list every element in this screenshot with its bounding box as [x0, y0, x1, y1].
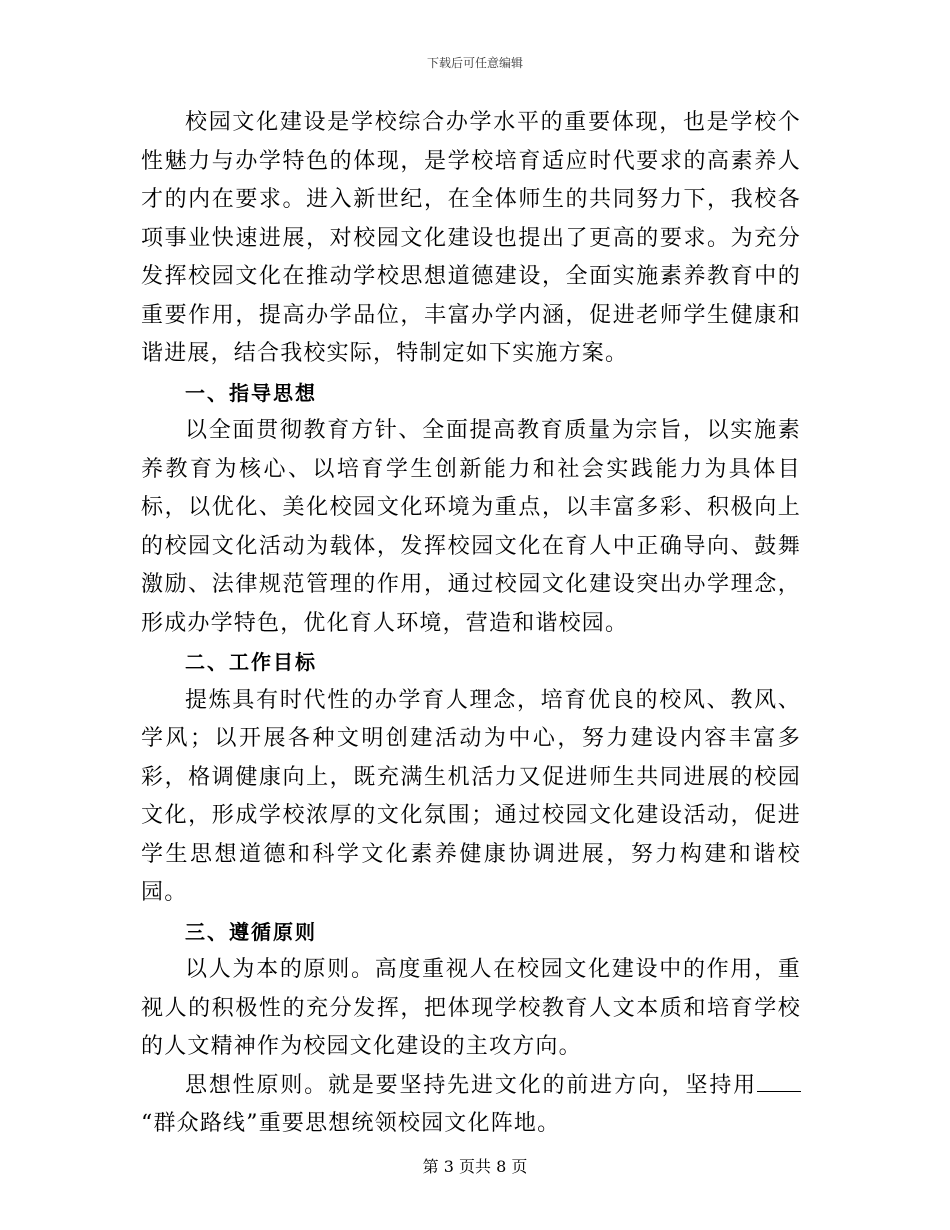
section-heading-work-goals: 二、工作目标 [185, 650, 317, 674]
section-heading-guiding-ideology: 一、指导思想 [185, 380, 317, 405]
section-paragraph-people-oriented: 以人为本的原则。高度重视人在校园文化建设中的作用，重视人的积极性的充分发挥，把体现学校教育人文本质和培育学校的人文精神作为校园文化建设的主攻方向。 [141, 957, 801, 1059]
document-body [141, 104, 801, 1144]
page-number: 第 3 页共 8 页 [422, 1157, 528, 1176]
ideological-text-start: 思想性原则。就是要坚持先进文化的前进方向，坚持用 [185, 1072, 757, 1098]
intro-paragraph: 校园文化建设是学校综合办学水平的重要体现，也是学校个性魅力与办学特色的体现，是学校培育适应时代要求的高素养人才的内在要求。进入新世纪，在全体师生的共同努力下，我校各项事业快速进展，对校园文化建设也提出了更高的要求。为充分发挥校园文化在推动学校思想道德建设，全面实施素养教育中的重要作用，提高办学品位，丰富办学内涵，促进老师学生健康和谐进展，结合我校实际，特制定如下实施方案。 [141, 110, 801, 366]
page-header-note: 下载后可任意编辑 [426, 56, 523, 70]
fill-in-blank [757, 1073, 801, 1092]
section-paragraph-ideological [141, 1067, 801, 1144]
section-paragraph-guiding-ideology: 以全面贯彻教育方针、全面提高教育质量为宗旨，以实施素养教育为核心、以培育学生创新能力和社会实践能力为具体目标，以优化、美化校园文化环境为重点，以丰富多彩、积极向上的校园文化活动为载体，发挥校园文化在育人中正确导向、鼓舞激励、法律规范管理的作用，通过校园文化建设突出办学理念，形成办学特色，优化育人环境，营造和谐校园。 [141, 418, 801, 636]
section-heading-principles: 三、遵循原则 [185, 919, 317, 944]
section-paragraph-work-goals: 提炼具有时代性的办学育人理念，培育优良的校风、教风、学风；以开展各种文明创建活动为中心，努力建设内容丰富多彩，格调健康向上，既充满生机活力又促进师生共同进展的校园文化，形成学校浓厚的文化氛围；通过校园文化建设活动，促进学生思想道德和科学文化素养健康协调进展，努力构建和谐校园。 [141, 687, 801, 905]
ideological-text-end: “群众路线”重要思想统领校园文化阵地。 [141, 1111, 561, 1136]
